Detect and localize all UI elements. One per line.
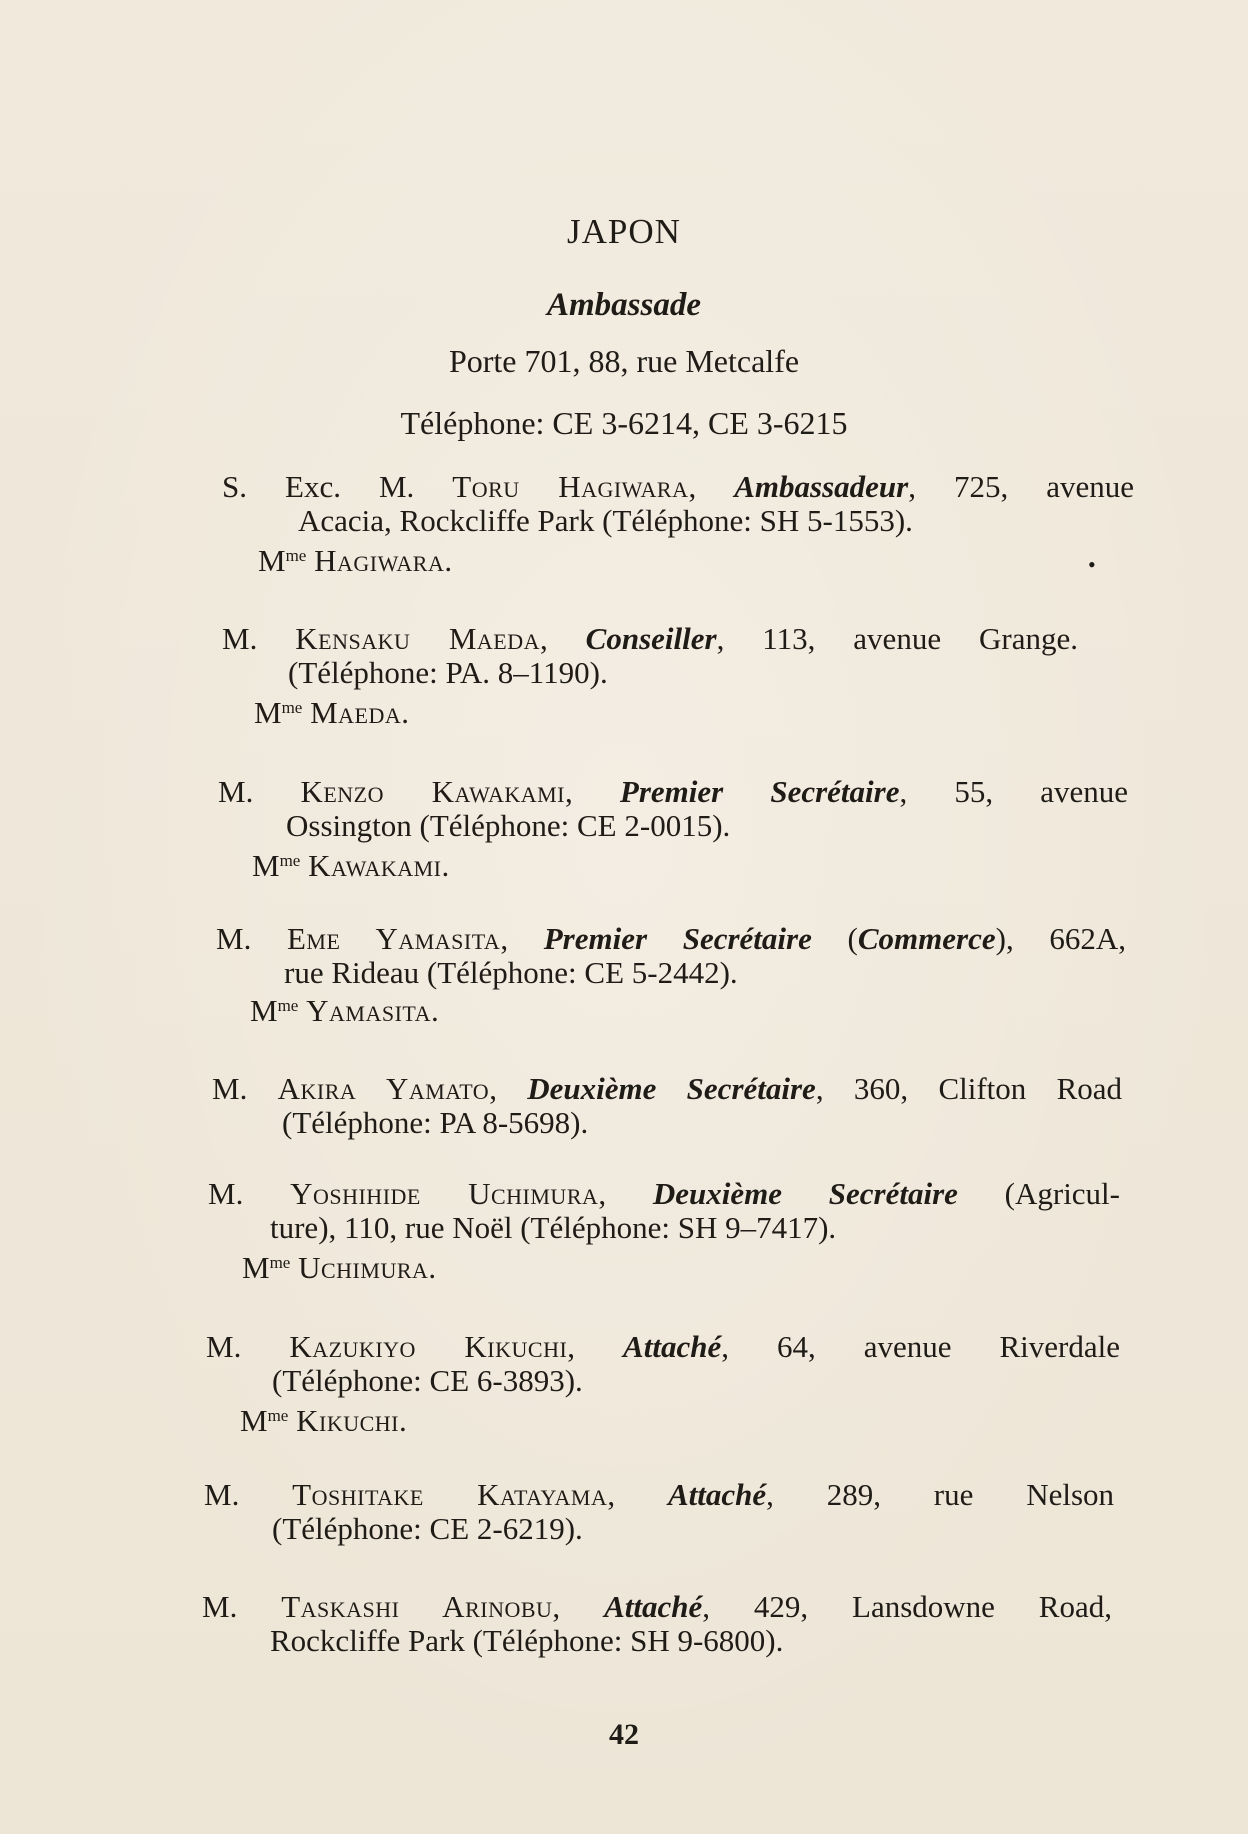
entry-prefix: M. — [204, 1477, 240, 1512]
spouse-sup: me — [277, 996, 299, 1015]
entry-line: M. Kensaku Maeda, Conseiller, 113, avenue Grange. — [222, 621, 1078, 656]
entry-title: Ambassadeur — [734, 469, 909, 504]
spouse-line — [240, 1403, 407, 1439]
entry-line-2: (Téléphone: CE 6-3893). — [272, 1363, 583, 1398]
entry-line-2: (Téléphone: CE 2-6219). — [272, 1511, 583, 1546]
entry-title: Premier Secrétaire — [619, 774, 900, 809]
entry-detail: , 289, rue Nelson — [766, 1477, 1115, 1512]
list-item — [222, 622, 1078, 690]
entry-name: Kensaku Maeda — [295, 621, 540, 656]
entry-title: Attaché — [667, 1477, 767, 1512]
entry-name: Toru Hagiwara — [452, 469, 689, 504]
spouse-name: Kawakami. — [308, 848, 450, 883]
entry-title: Deuxième Secrétaire — [652, 1176, 958, 1211]
spouse-name: Uchimura. — [298, 1250, 437, 1285]
spouse-abbrev: M — [240, 1403, 268, 1438]
entry-title: Conseiller — [585, 621, 717, 656]
entry-prefix: M. — [216, 921, 252, 956]
spouse-line — [250, 993, 439, 1029]
entry-line: S. Exc. M. Toru Hagiwara, Ambassadeur, 725, avenue — [222, 469, 1135, 504]
entry-name: Eme Yamasita — [287, 921, 501, 956]
entry-line: M. Kenzo Kawakami, Premier Secrétaire, 55, avenue — [218, 774, 1128, 809]
entry-name: Yoshihide Uchimura — [290, 1176, 599, 1211]
spouse-name: Kikuchi. — [296, 1403, 408, 1438]
entry-name: Taskashi Arinobu — [281, 1589, 553, 1624]
embassy-address: Porte 701, 88, rue Metcalfe — [448, 343, 800, 379]
ink-mark: • — [1088, 552, 1096, 577]
entry-prefix: M. — [206, 1329, 242, 1364]
entry-line-2: (Téléphone: PA 8-5698). — [282, 1105, 589, 1140]
list-item — [218, 775, 1128, 843]
list-item — [212, 1072, 1122, 1140]
entry-line: M. Yoshihide Uchimura, Deuxième Secrétaire (Agricul- — [208, 1176, 1120, 1211]
entry-detail: , 662A, — [1005, 921, 1126, 956]
list-item — [216, 922, 1126, 990]
entry-title: Attaché — [623, 1329, 722, 1364]
spouse-sup: me — [285, 546, 307, 565]
spouse-line — [258, 543, 453, 579]
entry-prefix: M. — [212, 1071, 248, 1106]
spouse-abbrev: M — [242, 1250, 270, 1285]
entry-line: M. Kazukiyo Kikuchi, Attaché, 64, avenue Riverdale — [206, 1329, 1120, 1364]
entry-detail: , 725, avenue — [908, 469, 1135, 504]
entry-line-2: ture), 110, rue Noël (Téléphone: SH 9–7417). — [270, 1210, 837, 1245]
section-subtitle: Ambassade — [546, 287, 701, 323]
entry-line-2: Ossington (Téléphone: CE 2-0015). — [286, 808, 731, 843]
entry-title: Deuxième Secrétaire — [527, 1071, 816, 1106]
entry-line-2: Rockcliffe Park (Téléphone: SH 9-6800). — [270, 1623, 784, 1658]
entry-title-detail: Commerce — [857, 921, 996, 956]
entry-line: M. Akira Yamato, Deuxième Secrétaire, 360, Clifton Road — [212, 1071, 1123, 1106]
list-item — [206, 1330, 1120, 1398]
spouse-name: Yamasita. — [306, 993, 440, 1028]
embassy-phone: Téléphone: CE 3-6214, CE 3-6215 — [400, 405, 848, 441]
entry-name: Kenzo Kawakami — [300, 774, 566, 809]
entry-line: M. Toshitake Katayama, Attaché, 289, rue Nelson — [204, 1477, 1115, 1512]
entry-name: Akira Yamato — [277, 1071, 490, 1106]
list-item — [208, 1177, 1120, 1245]
spouse-sup: me — [267, 1406, 289, 1425]
spouse-line — [254, 695, 410, 731]
entry-prefix: M. — [202, 1589, 238, 1624]
spouse-abbrev: M — [252, 848, 280, 883]
spouse-sup: me — [281, 698, 303, 717]
entry-detail: , 429, Lansdowne Road, — [702, 1589, 1112, 1624]
list-item — [202, 1590, 1112, 1658]
list-item — [222, 470, 1134, 538]
entry-prefix: S. Exc. M. — [222, 469, 415, 504]
entry-detail: , 64, avenue Riverdale — [721, 1329, 1120, 1364]
spouse-abbrev: M — [250, 993, 278, 1028]
spouse-sup: me — [279, 851, 301, 870]
entry-prefix: M. — [222, 621, 258, 656]
entry-detail: , 113, avenue Grange. — [716, 621, 1078, 656]
entry-title: Attaché — [604, 1589, 703, 1624]
entry-line: M. Eme Yamasita, Premier Secrétaire (Commerce), 662A, — [216, 921, 1126, 956]
entry-line-2: (Téléphone: PA. 8–1190). — [288, 655, 608, 690]
spouse-abbrev: M — [258, 543, 286, 578]
entry-name: Kazukiyo Kikuchi — [289, 1329, 568, 1364]
spouse-name: Maeda. — [310, 695, 410, 730]
entry-detail: (Agricul- — [957, 1176, 1120, 1211]
entry-line: M. Taskashi Arinobu, Attaché, 429, Lansdowne Road, — [202, 1589, 1112, 1624]
spouse-line — [252, 848, 450, 884]
entry-prefix: M. — [208, 1176, 244, 1211]
spouse-name: Hagiwara. — [314, 543, 453, 578]
spouse-sup: me — [269, 1253, 291, 1272]
entry-title: Premier Secrétaire — [543, 921, 812, 956]
entry-prefix: M. — [218, 774, 254, 809]
entry-detail: , 55, avenue — [899, 774, 1128, 809]
entry-name: Toshitake Katayama — [292, 1477, 608, 1512]
entry-detail: , 360, Clifton Road — [815, 1071, 1123, 1106]
country-heading: JAPON — [567, 212, 681, 251]
page-number: 42 — [609, 1718, 639, 1751]
spouse-abbrev: M — [254, 695, 282, 730]
entry-line-2: Acacia, Rockcliffe Park (Téléphone: SH 5-1553). — [298, 503, 913, 538]
list-item — [204, 1478, 1114, 1546]
entry-line-2: rue Rideau (Téléphone: CE 5-2442). — [284, 955, 738, 990]
spouse-line — [242, 1250, 437, 1286]
